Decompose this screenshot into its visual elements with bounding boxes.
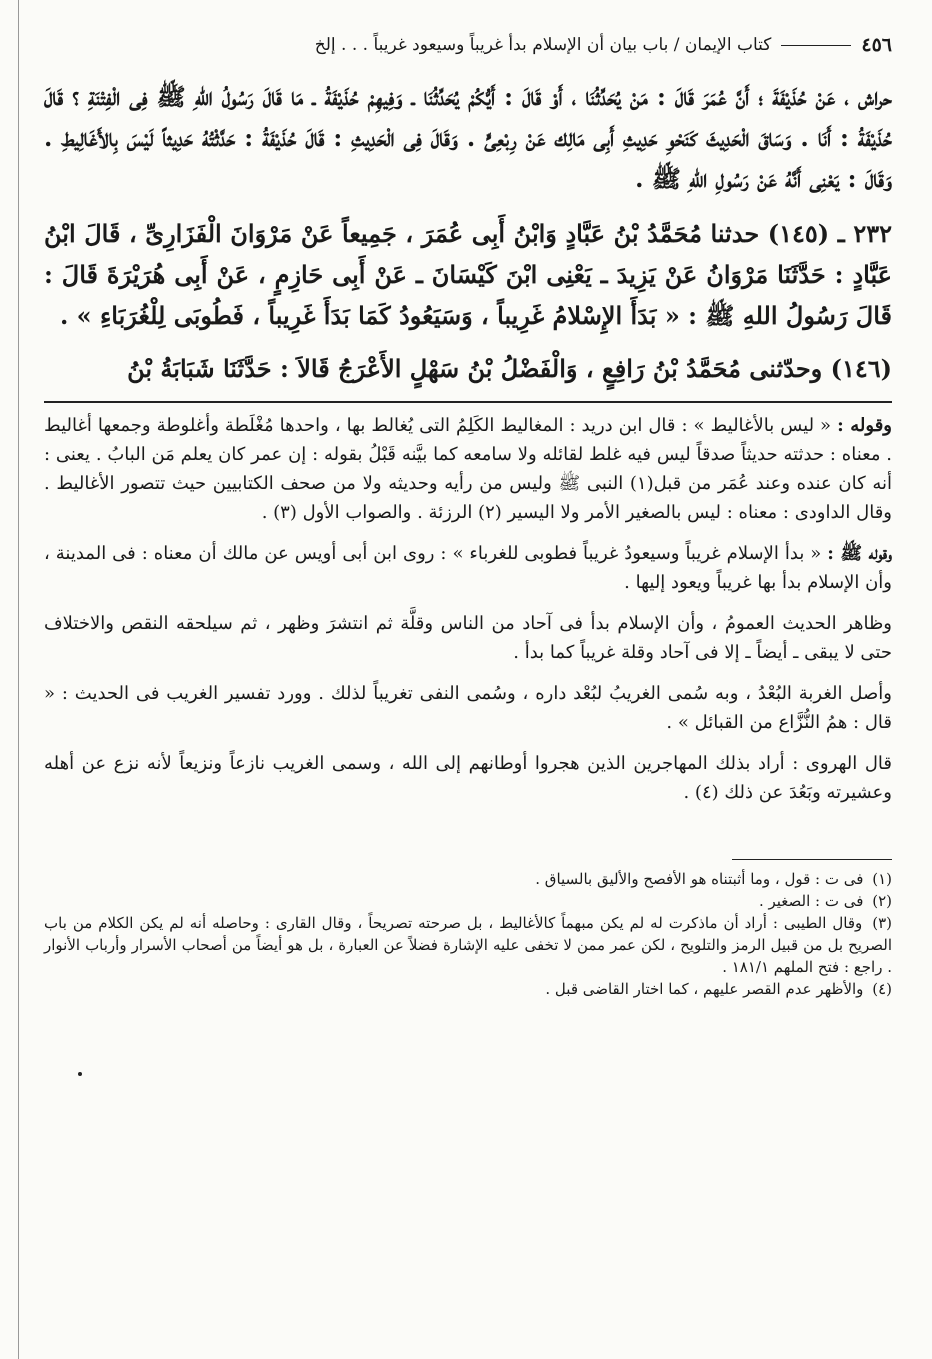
footnote xyxy=(44,912,892,978)
footnote xyxy=(44,890,892,912)
commentary-text: وأصل الغربة البُعْدُ ، وبه سُمى الغريبُ لبُعْد داره ، وسُمى النفى تغريباً لذلك . وورد تفسير الغريب فى الحديث : « قال : همُ النُّزَّاع من القبائل » . xyxy=(44,683,892,733)
footnote-text: فى ت : قول ، وما أثبتناه هو الأفصح والأليق بالسياق . xyxy=(535,870,864,888)
commentary-paragraph xyxy=(44,539,892,597)
footnote-text: والأظهر عدم القصر عليهم ، كما اختار القاضى قبل . xyxy=(545,980,864,998)
commentary-paragraph xyxy=(44,679,892,737)
running-title: كتاب الإيمان / باب بيان أن الإسلام بدأ غريباً وسيعود غريباً . . . إلخ xyxy=(314,35,772,55)
footnote-number: (٤) xyxy=(872,980,892,998)
footnote-separator xyxy=(732,859,892,860)
page-number: ٤٥٦ xyxy=(861,34,892,56)
hadith-232 xyxy=(44,213,892,336)
commentary-paragraph xyxy=(44,411,892,527)
print-speck xyxy=(78,1072,82,1076)
footnote xyxy=(44,868,892,890)
footnote xyxy=(44,978,892,1000)
book-page xyxy=(44,28,892,1000)
commentary-text: « ليس بالأغاليط » : قال ابن دريد : المغاليط الكَلِمُ التى يُغالط بها ، واحدها مُغْلَطة وأغلوطة وجمعها أغاليط . معناه : حدثته حديثاً صدقاً ليس فيه غلط لقائله ولا سامعه كما بيَّنه قَبْلُ بقوله : إن عمر كان يعلم مَن البابُ . يعنى : أنه كان عنده وعند عُمَر من قبل(١) النبى ﷺ وليس من رأيه وحديثه ولا من صحف الكتابيين حيث تتصور الأغاليط . وقال الداودى : معناه : ليس بالصغير الأمر ولا اليسير (٢) الرزئة . والصواب الأول (٣) . xyxy=(44,415,892,523)
footnote-number: (٣) xyxy=(872,914,892,932)
page-header xyxy=(44,28,892,62)
commentary-paragraph xyxy=(44,749,892,807)
footnote-text: فى ت : الصغير . xyxy=(758,892,864,910)
commentary-text: « بدأ الإسلام غريباً وسيعودُ غريباً فطوبى للغرباء » : روى ابن أبى أويس عن مالك أن معناه : فى المدينة ، وأن الإسلام بدأ بها غريباً ويعود إليها . xyxy=(44,543,892,593)
footnote-text: وقال الطيبى : أراد أن ماذكرت له لم يكن مبهماً كالأغاليط ، بل صرحته تصريحاً ، وقال القارى : وحاصله أنه لم يكن الكلام من باب الصريح بل من قبيل الرمز والتلويح ، لكن عمر ممن لا تخفى عليه الإشارة فضلاً عن العبارة ، بل هو أيضاً من أصحاب الأسرار وأرباب الأنوار . راجع : فتح الملهم ١٨١/١ . xyxy=(44,914,892,976)
hadith-body: حدثنا مُحَمَّدُ بْنُ عَبَّادٍ وَابْنُ أَبِى عُمَرَ ، جَمِيعاً عَنْ مَرْوَانَ الْفَزَارِىِّ ، قَالَ ابْنُ عَبَّادٍ : حَدَّثَنَا مَرْوَانُ عَنْ يَزِيدَ ـ يَعْنِى ابْنَ كَيْسَانَ ـ عَنْ أَبِى حَازِمٍ ، عَنْ أَبِى هُرَيْرَةَ قَالَ : قَالَ رَسُولُ اللهِ ﷺ : « بَدَأَ الإِسْلامُ غَرِيباً ، وَسَيَعُودُ كَمَا بَدَأَ غَرِيباً ، فَطُوبَى لِلْغُرَبَاءِ » . xyxy=(44,219,893,330)
hadith-146 xyxy=(44,348,892,389)
commentary-lead: وقوله ﷺ : xyxy=(827,543,892,564)
header-rule xyxy=(781,45,851,46)
commentary-separator xyxy=(44,401,892,403)
footnote-number: (٢) xyxy=(872,892,892,910)
footnote-number: (١) xyxy=(872,870,892,888)
commentary-text: قال الهروى : أراد بذلك المهاجرين الذين هجروا أوطانهم إلى الله ، وسمى الغريب نازعاً ونزيعاً لأنه نزع عن أهله وعشيرته وبَعُدَ عن ذلك (٤) . xyxy=(44,753,892,803)
hadith-body: وحدّثنى مُحَمَّدُ بْنُ رَافِعٍ ، وَالْفَضْلُ بْنُ سَهْلٍ الأَعْرَجُ قَالاَ : حَدَّثَنَا شَبَابَةُ بْنُ xyxy=(127,354,823,383)
commentary-text: وظاهر الحديث العمومُ ، وأن الإسلام بدأ فى آحاد من الناس وقلَّة ثم انتشرَ وظهر ، ثم سيلحقه النقص والاختلاف حتى لا يبقى ـ أيضاً ـ إلا فى آحاد وقلة غريباً كما بدأ . xyxy=(44,613,892,663)
commentary-lead: وقوله : xyxy=(837,415,892,436)
hadith-number: ٢٣٢ ـ (١٤٥) xyxy=(767,219,893,248)
commentary-paragraph xyxy=(44,609,892,667)
margin-line xyxy=(18,0,19,1359)
hadith-text: حراش ، عَنْ حُذَيْفَةَ ؛ أَنَّ عُمَرَ قَالَ : مَنْ يُحَدِّثُنَا ، أَوْ قَالَ : أَيُّكُمْ يُحَدِّثُنَا ـ وَفِيهِمْ حُذَيْفَةُ ـ مَا قَالَ رَسُولُ اللهِ ﷺ فِى الْفِتْنَةِ ؟ قَالَ حُذَيْفَةُ : أَنَا . وَسَاقَ الْحَدِيثَ كَنَحْوِ حَدِيثِ أَبِى مَالِك عَنْ رِبْعِىٍّ . وَقَالَ فِى الْحَدِيثِ : قَالَ حُذَيْفَةُ : حَدَّثْتُهُ حَدِيثاً لَيْسَ بِالأَغَالِيطِ . وَقَالَ : يَعْنِى أَنَّهُ عَنْ رَسُولِ اللهِ ﷺ . xyxy=(44,82,893,193)
hadith-number: (١٤٦) xyxy=(830,354,892,383)
